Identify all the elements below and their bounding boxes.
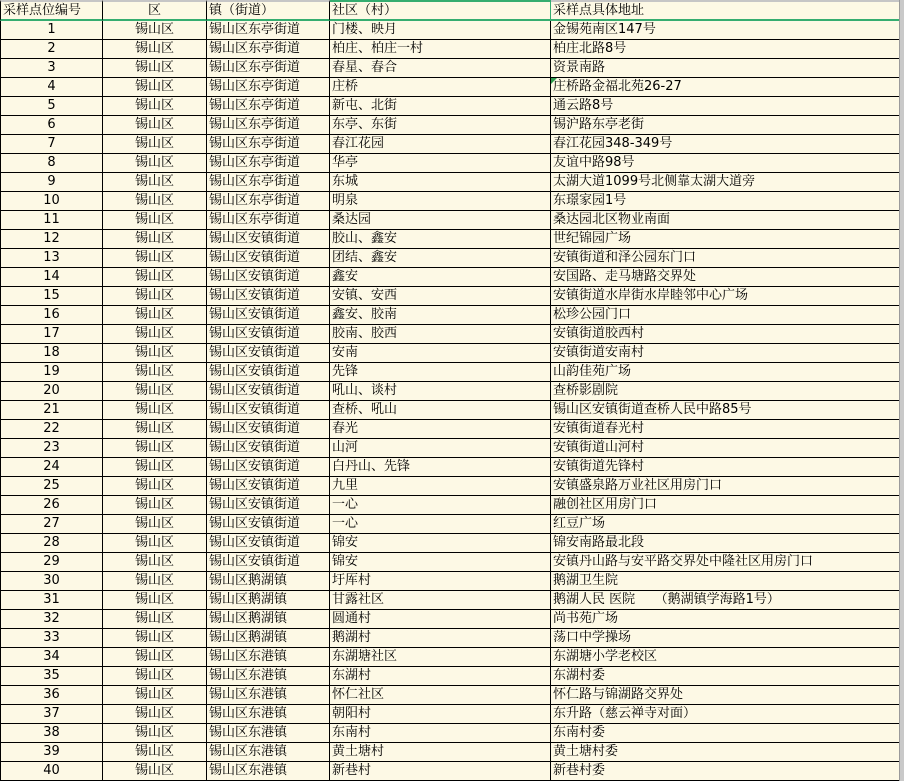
cell[interactable]: 安南 bbox=[330, 344, 551, 363]
cell[interactable]: 20 bbox=[0, 382, 103, 401]
cell[interactable]: 春江花园348-349号 bbox=[551, 135, 900, 154]
cell[interactable]: 5 bbox=[0, 97, 103, 116]
cell[interactable]: 锡山区 bbox=[103, 40, 207, 59]
cell[interactable]: 安镇街道安南村 bbox=[551, 344, 900, 363]
cell[interactable]: 8 bbox=[0, 154, 103, 173]
cell[interactable]: 锡山区 bbox=[103, 629, 207, 648]
cell[interactable]: 锡山区东亭街道 bbox=[207, 154, 330, 173]
header-cell[interactable]: 采样点位编号 bbox=[0, 0, 103, 21]
table-row bbox=[0, 477, 900, 496]
cell[interactable]: 查桥、吼山 bbox=[330, 401, 551, 420]
table-row bbox=[0, 59, 900, 78]
cell[interactable]: 16 bbox=[0, 306, 103, 325]
cell[interactable]: 朝阳村 bbox=[330, 705, 551, 724]
cell[interactable]: 锡山区安镇街道 bbox=[207, 439, 330, 458]
cell[interactable]: 35 bbox=[0, 667, 103, 686]
cell[interactable]: 融创社区用房门口 bbox=[551, 496, 900, 515]
cell[interactable]: 红豆广场 bbox=[551, 515, 900, 534]
cell[interactable]: 锡山区 bbox=[103, 572, 207, 591]
table-row bbox=[0, 154, 900, 173]
cell[interactable]: 查桥影剧院 bbox=[551, 382, 900, 401]
cell[interactable]: 安镇街道水岸街水岸睦邻中心广场 bbox=[551, 287, 900, 306]
table-row bbox=[0, 458, 900, 477]
cell[interactable]: 32 bbox=[0, 610, 103, 629]
cell[interactable]: 怀仁社区 bbox=[330, 686, 551, 705]
cell[interactable]: 先锋 bbox=[330, 363, 551, 382]
cell[interactable]: 友谊中路98号 bbox=[551, 154, 900, 173]
cell[interactable]: 新屯、北街 bbox=[330, 97, 551, 116]
cell[interactable]: 甘露社区 bbox=[330, 591, 551, 610]
cell[interactable]: 东湖塘社区 bbox=[330, 648, 551, 667]
cell[interactable]: 29 bbox=[0, 553, 103, 572]
cell[interactable]: 锡山区 bbox=[103, 553, 207, 572]
header-cell[interactable]: 镇（街道） bbox=[207, 0, 330, 21]
cell[interactable]: 锡山区 bbox=[103, 705, 207, 724]
table-row bbox=[0, 420, 900, 439]
cell[interactable]: 锡山区 bbox=[103, 496, 207, 515]
cell[interactable]: 荡口中学操场 bbox=[551, 629, 900, 648]
cell[interactable]: 东湖村委 bbox=[551, 667, 900, 686]
cell[interactable]: 新巷村 bbox=[330, 762, 551, 781]
cell[interactable]: 黄土塘村 bbox=[330, 743, 551, 762]
cell[interactable]: 锡山区 bbox=[103, 743, 207, 762]
cell[interactable]: 松珍公园门口 bbox=[551, 306, 900, 325]
header-cell[interactable]: 采样点具体地址 bbox=[551, 0, 900, 21]
cell[interactable]: 东南村 bbox=[330, 724, 551, 743]
cell[interactable]: 19 bbox=[0, 363, 103, 382]
cell[interactable]: 安国路、走马塘路交界处 bbox=[551, 268, 900, 287]
cell[interactable]: 14 bbox=[0, 268, 103, 287]
cell[interactable]: 柏庄、柏庄一村 bbox=[330, 40, 551, 59]
cell[interactable]: 安镇街道山河村 bbox=[551, 439, 900, 458]
cell[interactable]: 15 bbox=[0, 287, 103, 306]
table-row bbox=[0, 78, 900, 97]
cell[interactable]: 春星、春合 bbox=[330, 59, 551, 78]
cell[interactable]: 鹅湖卫生院 bbox=[551, 572, 900, 591]
table-row bbox=[0, 553, 900, 572]
table-row bbox=[0, 610, 900, 629]
cell[interactable]: 锦安南路最北段 bbox=[551, 534, 900, 553]
cell[interactable]: 6 bbox=[0, 116, 103, 135]
cell[interactable]: 锡山区东亭街道 bbox=[207, 211, 330, 230]
cell[interactable]: 31 bbox=[0, 591, 103, 610]
table-row bbox=[0, 743, 900, 762]
cell[interactable]: 新巷村委 bbox=[551, 762, 900, 781]
table-row bbox=[0, 21, 900, 40]
cell[interactable]: 锡山区 bbox=[103, 515, 207, 534]
cell[interactable]: 锡山区安镇街道 bbox=[207, 458, 330, 477]
cell[interactable]: 锡山区 bbox=[103, 363, 207, 382]
cell[interactable]: 锡山区 bbox=[103, 78, 207, 97]
table-row bbox=[0, 382, 900, 401]
cell[interactable]: 锡山区东港镇 bbox=[207, 762, 330, 781]
cell[interactable]: 资景南路 bbox=[551, 59, 900, 78]
cell[interactable]: 锡山区安镇街道 bbox=[207, 249, 330, 268]
cell[interactable]: 锡山区东亭街道 bbox=[207, 173, 330, 192]
table-row bbox=[0, 534, 900, 553]
cell[interactable]: 锡山区东港镇 bbox=[207, 743, 330, 762]
table-row bbox=[0, 724, 900, 743]
cell[interactable]: 鹅湖村 bbox=[330, 629, 551, 648]
header-cell[interactable]: 区 bbox=[103, 0, 207, 21]
cell[interactable]: 庄桥 bbox=[330, 78, 551, 97]
cell[interactable]: 锡山区东亭街道 bbox=[207, 21, 330, 40]
cell[interactable]: 东湖村 bbox=[330, 667, 551, 686]
cell[interactable]: 25 bbox=[0, 477, 103, 496]
cell[interactable]: 17 bbox=[0, 325, 103, 344]
table-row bbox=[0, 401, 900, 420]
cell[interactable]: 锡山区 bbox=[103, 762, 207, 781]
cell[interactable]: 锡山区 bbox=[103, 59, 207, 78]
cell[interactable]: 锡山区东亭街道 bbox=[207, 135, 330, 154]
cell[interactable]: 锡山区鹅湖镇 bbox=[207, 610, 330, 629]
cell[interactable]: 锡山区安镇街道 bbox=[207, 306, 330, 325]
cell[interactable]: 锡山区 bbox=[103, 211, 207, 230]
cell[interactable]: 世纪锦园广场 bbox=[551, 230, 900, 249]
table-row bbox=[0, 287, 900, 306]
cell[interactable]: 24 bbox=[0, 458, 103, 477]
cell[interactable]: 安镇丹山路与安平路交界处中隆社区用房门口 bbox=[551, 553, 900, 572]
cell[interactable]: 锡山区 bbox=[103, 344, 207, 363]
cell[interactable]: 明泉 bbox=[330, 192, 551, 211]
cell[interactable]: 鑫安 bbox=[330, 268, 551, 287]
cell[interactable]: 锡山区东港镇 bbox=[207, 648, 330, 667]
cell[interactable]: 东城 bbox=[330, 173, 551, 192]
cell[interactable]: 安镇街道先锋村 bbox=[551, 458, 900, 477]
table-row bbox=[0, 686, 900, 705]
table-row bbox=[0, 439, 900, 458]
table-row bbox=[0, 249, 900, 268]
cell[interactable]: 锡山区安镇街道 bbox=[207, 382, 330, 401]
cell[interactable]: 锡山区 bbox=[103, 135, 207, 154]
cell[interactable]: 桑达园 bbox=[330, 211, 551, 230]
cell[interactable]: 太湖大道1099号北侧靠太湖大道旁 bbox=[551, 173, 900, 192]
cell[interactable]: 春江花园 bbox=[330, 135, 551, 154]
cell[interactable]: 圆通村 bbox=[330, 610, 551, 629]
cell[interactable]: 锡山区 bbox=[103, 287, 207, 306]
cell[interactable]: 锡山区 bbox=[103, 610, 207, 629]
cell[interactable]: 鹅湖人民 医院 （鹅湖镇学海路1号） bbox=[551, 591, 900, 610]
cell[interactable]: 18 bbox=[0, 344, 103, 363]
cell[interactable]: 一心 bbox=[330, 515, 551, 534]
cell[interactable]: 锡山区 bbox=[103, 268, 207, 287]
cell[interactable]: 鑫安、胶南 bbox=[330, 306, 551, 325]
cell[interactable]: 锡山区 bbox=[103, 116, 207, 135]
cell[interactable]: 锡山区 bbox=[103, 458, 207, 477]
cell[interactable]: 锡山区安镇街道 bbox=[207, 363, 330, 382]
cell[interactable]: 金锡苑南区147号 bbox=[551, 21, 900, 40]
cell[interactable]: 团结、鑫安 bbox=[330, 249, 551, 268]
table-row bbox=[0, 306, 900, 325]
cell[interactable]: 34 bbox=[0, 648, 103, 667]
table-row bbox=[0, 591, 900, 610]
cell[interactable]: 锡山区东亭街道 bbox=[207, 116, 330, 135]
cell[interactable]: 安镇街道春光村 bbox=[551, 420, 900, 439]
error-indicator-triangle bbox=[551, 78, 557, 84]
cell[interactable]: 36 bbox=[0, 686, 103, 705]
cell[interactable]: 40 bbox=[0, 762, 103, 781]
cell[interactable]: 华亭 bbox=[330, 154, 551, 173]
cell[interactable]: 东亭、东街 bbox=[330, 116, 551, 135]
cell[interactable]: 吼山、谈村 bbox=[330, 382, 551, 401]
cell[interactable]: 锡山区安镇街道 bbox=[207, 420, 330, 439]
cell[interactable]: 柏庄北路8号 bbox=[551, 40, 900, 59]
cell[interactable]: 锡山区 bbox=[103, 477, 207, 496]
cell[interactable]: 锡山区 bbox=[103, 230, 207, 249]
cell[interactable]: 锡山区 bbox=[103, 686, 207, 705]
cell[interactable]: 锡山区 bbox=[103, 249, 207, 268]
table-row bbox=[0, 667, 900, 686]
cell[interactable]: 锡山区东亭街道 bbox=[207, 192, 330, 211]
cell[interactable]: 通云路8号 bbox=[551, 97, 900, 116]
cell[interactable]: 10 bbox=[0, 192, 103, 211]
cell[interactable]: 22 bbox=[0, 420, 103, 439]
cell[interactable]: 锡山区 bbox=[103, 724, 207, 743]
table-row bbox=[0, 40, 900, 59]
cell[interactable]: 3 bbox=[0, 59, 103, 78]
cell[interactable]: 门楼、映月 bbox=[330, 21, 551, 40]
table-row bbox=[0, 762, 900, 781]
table-row bbox=[0, 173, 900, 192]
cell[interactable]: 11 bbox=[0, 211, 103, 230]
cell[interactable]: 7 bbox=[0, 135, 103, 154]
cell[interactable]: 锡山区东亭街道 bbox=[207, 78, 330, 97]
cell[interactable]: 锡山区安镇街道 bbox=[207, 401, 330, 420]
cell[interactable]: 锡山区东港镇 bbox=[207, 686, 330, 705]
cell[interactable]: 春光 bbox=[330, 420, 551, 439]
cell[interactable]: 桑达园北区物业南面 bbox=[551, 211, 900, 230]
cell[interactable]: 黄土塘村委 bbox=[551, 743, 900, 762]
cell[interactable]: 37 bbox=[0, 705, 103, 724]
cell[interactable]: 锡山区 bbox=[103, 420, 207, 439]
table-row bbox=[0, 135, 900, 154]
cell[interactable]: 安镇盛泉路万业社区用房门口 bbox=[551, 477, 900, 496]
cell[interactable]: 30 bbox=[0, 572, 103, 591]
cell[interactable]: 东南村委 bbox=[551, 724, 900, 743]
cell[interactable]: 锡山区鹅湖镇 bbox=[207, 629, 330, 648]
cell[interactable]: 2 bbox=[0, 40, 103, 59]
cell[interactable]: 锡山区安镇街道查桥人民中路85号 bbox=[551, 401, 900, 420]
cell[interactable]: 33 bbox=[0, 629, 103, 648]
cell[interactable]: 锦安 bbox=[330, 534, 551, 553]
cell[interactable]: 锡山区 bbox=[103, 591, 207, 610]
cell[interactable]: 圩厍村 bbox=[330, 572, 551, 591]
cell[interactable]: 39 bbox=[0, 743, 103, 762]
cell[interactable]: 一心 bbox=[330, 496, 551, 515]
cell[interactable]: 锡山区鹅湖镇 bbox=[207, 572, 330, 591]
table-row bbox=[0, 211, 900, 230]
table-row bbox=[0, 363, 900, 382]
cell[interactable]: 锡山区 bbox=[103, 534, 207, 553]
cell[interactable]: 26 bbox=[0, 496, 103, 515]
cell[interactable]: 锡山区安镇街道 bbox=[207, 477, 330, 496]
cell[interactable]: 白丹山、先锋 bbox=[330, 458, 551, 477]
cell[interactable]: 安镇街道和泽公园东门口 bbox=[551, 249, 900, 268]
cell[interactable]: 锡山区安镇街道 bbox=[207, 515, 330, 534]
cell[interactable]: 庄桥路金福北苑26-27 bbox=[551, 78, 900, 97]
table-row bbox=[0, 268, 900, 287]
cell[interactable]: 锡山区 bbox=[103, 439, 207, 458]
cell[interactable]: 13 bbox=[0, 249, 103, 268]
cell[interactable]: 锡山区安镇街道 bbox=[207, 553, 330, 572]
table-row bbox=[0, 344, 900, 363]
cell[interactable]: 锡山区东亭街道 bbox=[207, 40, 330, 59]
cell[interactable]: 安镇、安西 bbox=[330, 287, 551, 306]
header-cell-selected[interactable]: 社区（村） bbox=[330, 0, 551, 21]
cell[interactable]: 锡山区东港镇 bbox=[207, 705, 330, 724]
table-row bbox=[0, 97, 900, 116]
cell[interactable]: 怀仁路与锦湖路交界处 bbox=[551, 686, 900, 705]
table-row bbox=[0, 572, 900, 591]
table-row bbox=[0, 515, 900, 534]
cell[interactable]: 38 bbox=[0, 724, 103, 743]
cell[interactable]: 山韵佳苑广场 bbox=[551, 363, 900, 382]
cell[interactable]: 28 bbox=[0, 534, 103, 553]
table-row bbox=[0, 230, 900, 249]
table-row bbox=[0, 496, 900, 515]
table-row bbox=[0, 629, 900, 648]
cell[interactable]: 锡山区 bbox=[103, 382, 207, 401]
cell[interactable]: 4 bbox=[0, 78, 103, 97]
cell[interactable]: 锡山区安镇街道 bbox=[207, 344, 330, 363]
cell[interactable]: 锡山区安镇街道 bbox=[207, 230, 330, 249]
cell[interactable]: 锡山区东港镇 bbox=[207, 667, 330, 686]
cell[interactable]: 安镇街道胶西村 bbox=[551, 325, 900, 344]
cell[interactable]: 东湖塘小学老校区 bbox=[551, 648, 900, 667]
cell[interactable]: 锡山区 bbox=[103, 97, 207, 116]
cell[interactable]: 锡山区 bbox=[103, 325, 207, 344]
cell[interactable]: 1 bbox=[0, 21, 103, 40]
table-row bbox=[0, 705, 900, 724]
cell[interactable]: 锡山区安镇街道 bbox=[207, 496, 330, 515]
cell[interactable]: 23 bbox=[0, 439, 103, 458]
cell[interactable]: 锡山区 bbox=[103, 154, 207, 173]
cell[interactable]: 东升路（慈云禅寺对面） bbox=[551, 705, 900, 724]
cell[interactable]: 锡山区安镇街道 bbox=[207, 287, 330, 306]
table-row bbox=[0, 648, 900, 667]
cell[interactable]: 胶南、胶西 bbox=[330, 325, 551, 344]
cell[interactable]: 锡山区 bbox=[103, 648, 207, 667]
table-row bbox=[0, 116, 900, 135]
cell[interactable]: 东璟家园1号 bbox=[551, 192, 900, 211]
cell[interactable]: 锡山区鹅湖镇 bbox=[207, 591, 330, 610]
cell[interactable]: 锡山区 bbox=[103, 401, 207, 420]
cell[interactable]: 21 bbox=[0, 401, 103, 420]
table-row bbox=[0, 325, 900, 344]
cell[interactable]: 锡山区 bbox=[103, 173, 207, 192]
cell[interactable]: 九里 bbox=[330, 477, 551, 496]
cell[interactable]: 锡山区东亭街道 bbox=[207, 59, 330, 78]
table-row bbox=[0, 192, 900, 211]
header-row bbox=[0, 0, 900, 21]
cell[interactable]: 锡山区安镇街道 bbox=[207, 534, 330, 553]
cell[interactable]: 锡山区 bbox=[103, 306, 207, 325]
cell[interactable]: 尚书苑广场 bbox=[551, 610, 900, 629]
cell[interactable]: 锡山区东亭街道 bbox=[207, 97, 330, 116]
sheet-edge-right bbox=[899, 0, 904, 781]
cell[interactable]: 锡沪路东亭老街 bbox=[551, 116, 900, 135]
cell[interactable]: 锦安 bbox=[330, 553, 551, 572]
cell[interactable]: 胶山、鑫安 bbox=[330, 230, 551, 249]
cell[interactable]: 锡山区安镇街道 bbox=[207, 325, 330, 344]
cell[interactable]: 锡山区东港镇 bbox=[207, 724, 330, 743]
cell[interactable]: 9 bbox=[0, 173, 103, 192]
cell[interactable]: 山河 bbox=[330, 439, 551, 458]
cell[interactable]: 12 bbox=[0, 230, 103, 249]
cell[interactable]: 27 bbox=[0, 515, 103, 534]
cell[interactable]: 锡山区 bbox=[103, 667, 207, 686]
cell[interactable]: 锡山区 bbox=[103, 21, 207, 40]
cell[interactable]: 锡山区安镇街道 bbox=[207, 268, 330, 287]
cell[interactable]: 锡山区 bbox=[103, 192, 207, 211]
